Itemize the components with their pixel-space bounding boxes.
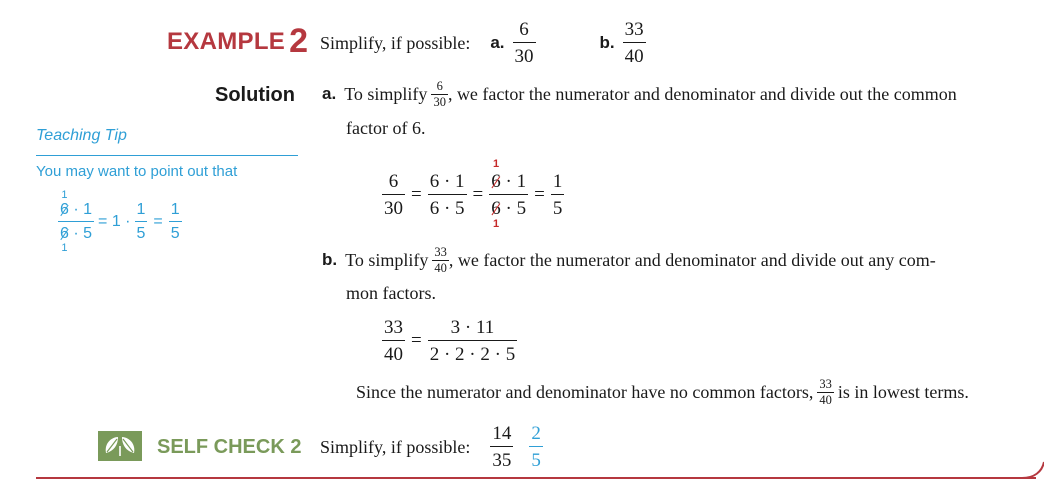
self-check-label: SELF CHECK 2 <box>157 436 302 458</box>
solution-b-line2: mon factors. <box>346 283 436 303</box>
tip-frac-1: $\frac{1}{5}$ <box>136 201 146 242</box>
example-number: 2 <box>289 22 309 60</box>
teaching-tip-rule <box>36 155 298 156</box>
solution-b-line1: b. To simplify $\frac{33}{40}$ , we factor the numerator and denominator and divide out any com- <box>322 245 936 275</box>
eq-a-frac1: $\frac{6}{30}$ <box>384 171 403 219</box>
example-part-a-label: a. <box>490 33 505 52</box>
solution-a-label: a. <box>322 84 337 103</box>
solution-a-line1: a. To simplify $\frac{6}{30}$ , we factor the numerator and denominator and divide out the common <box>322 79 957 109</box>
conclusion-fraction: $\frac{33}{40}$ <box>819 377 832 407</box>
leaves-icon <box>98 431 142 461</box>
teaching-tip-text: You may want to point out that <box>36 163 238 180</box>
solution-a-inline-fraction: $\frac{6}{30}$ <box>433 79 446 109</box>
eq-a-frac3-cancelled: 1 6 · 1 6 1 · 5 <box>491 158 527 230</box>
solution-b-label: b. <box>322 250 338 269</box>
bottom-rule-curve <box>1022 460 1044 480</box>
leaves-icon-svg <box>98 431 142 461</box>
teaching-tip-title: Teaching Tip <box>36 127 127 144</box>
eq-a-frac2: $\frac{6 \cdot 1}{6 \cdot 5}$ <box>429 171 465 219</box>
solution-b-conclusion: Since the numerator and denominator have no common factors, $\frac{33}{40}$ is in lowest terms. <box>356 377 969 407</box>
solution-heading: Solution <box>215 84 295 106</box>
teaching-tip-equation: 1 6 · 1 6 1 · 5 = 1 · $\frac{1}{5}$ = $\frac{1}{5}$ <box>60 189 180 254</box>
self-check-problem: $\frac{14}{35}$ <box>492 423 512 471</box>
eq-a-frac4: $\frac{1}{5}$ <box>552 171 563 219</box>
example-word: EXAMPLE <box>167 28 286 55</box>
self-check-prompt: Simplify, if possible: <box>320 436 471 457</box>
cancel-mark-top: 1 <box>492 158 500 170</box>
eq-b-frac1: $\frac{33}{40}$ <box>384 317 403 365</box>
self-check-answer: $\frac{2}{5}$ <box>531 423 541 471</box>
example-part-b-label: b. <box>599 33 615 52</box>
bottom-rule <box>36 477 1036 479</box>
solution-b-inline-fraction: $\frac{33}{40}$ <box>434 245 447 275</box>
example-fraction-b: $\frac{33}{40}$ <box>624 19 644 67</box>
cancel-mark-bottom: 1 <box>492 218 500 230</box>
eq-b-frac2: $\frac{3 \cdot 11}{2 \cdot 2 \cdot 2 \cdot 5}$ <box>429 317 516 365</box>
self-check-row <box>320 424 543 470</box>
solution-a-line2: factor of 6. <box>346 118 426 138</box>
example-label <box>167 22 308 61</box>
solution-a-equation: $\frac{6}{30}$ = $\frac{6 \cdot 1}{6 \cdot 5}$ = 1 6 · 1 6 1 · 5 = $\frac{1}{5}$ <box>384 158 563 230</box>
example-prompt: Simplify, if possible: <box>320 32 471 53</box>
solution-b-equation: $\frac{33}{40}$ = $\frac{3 \cdot 11}{2 \cdot 2 \cdot 2 \cdot 5}$ <box>384 317 516 365</box>
example-fraction-a: $\frac{6}{30}$ <box>514 19 534 67</box>
tip-frac-2: $\frac{1}{5}$ <box>170 201 180 242</box>
example-prompt-row <box>320 20 646 66</box>
tip-frac-cancelled: 1 6 · 1 6 1 · 5 <box>60 189 93 254</box>
